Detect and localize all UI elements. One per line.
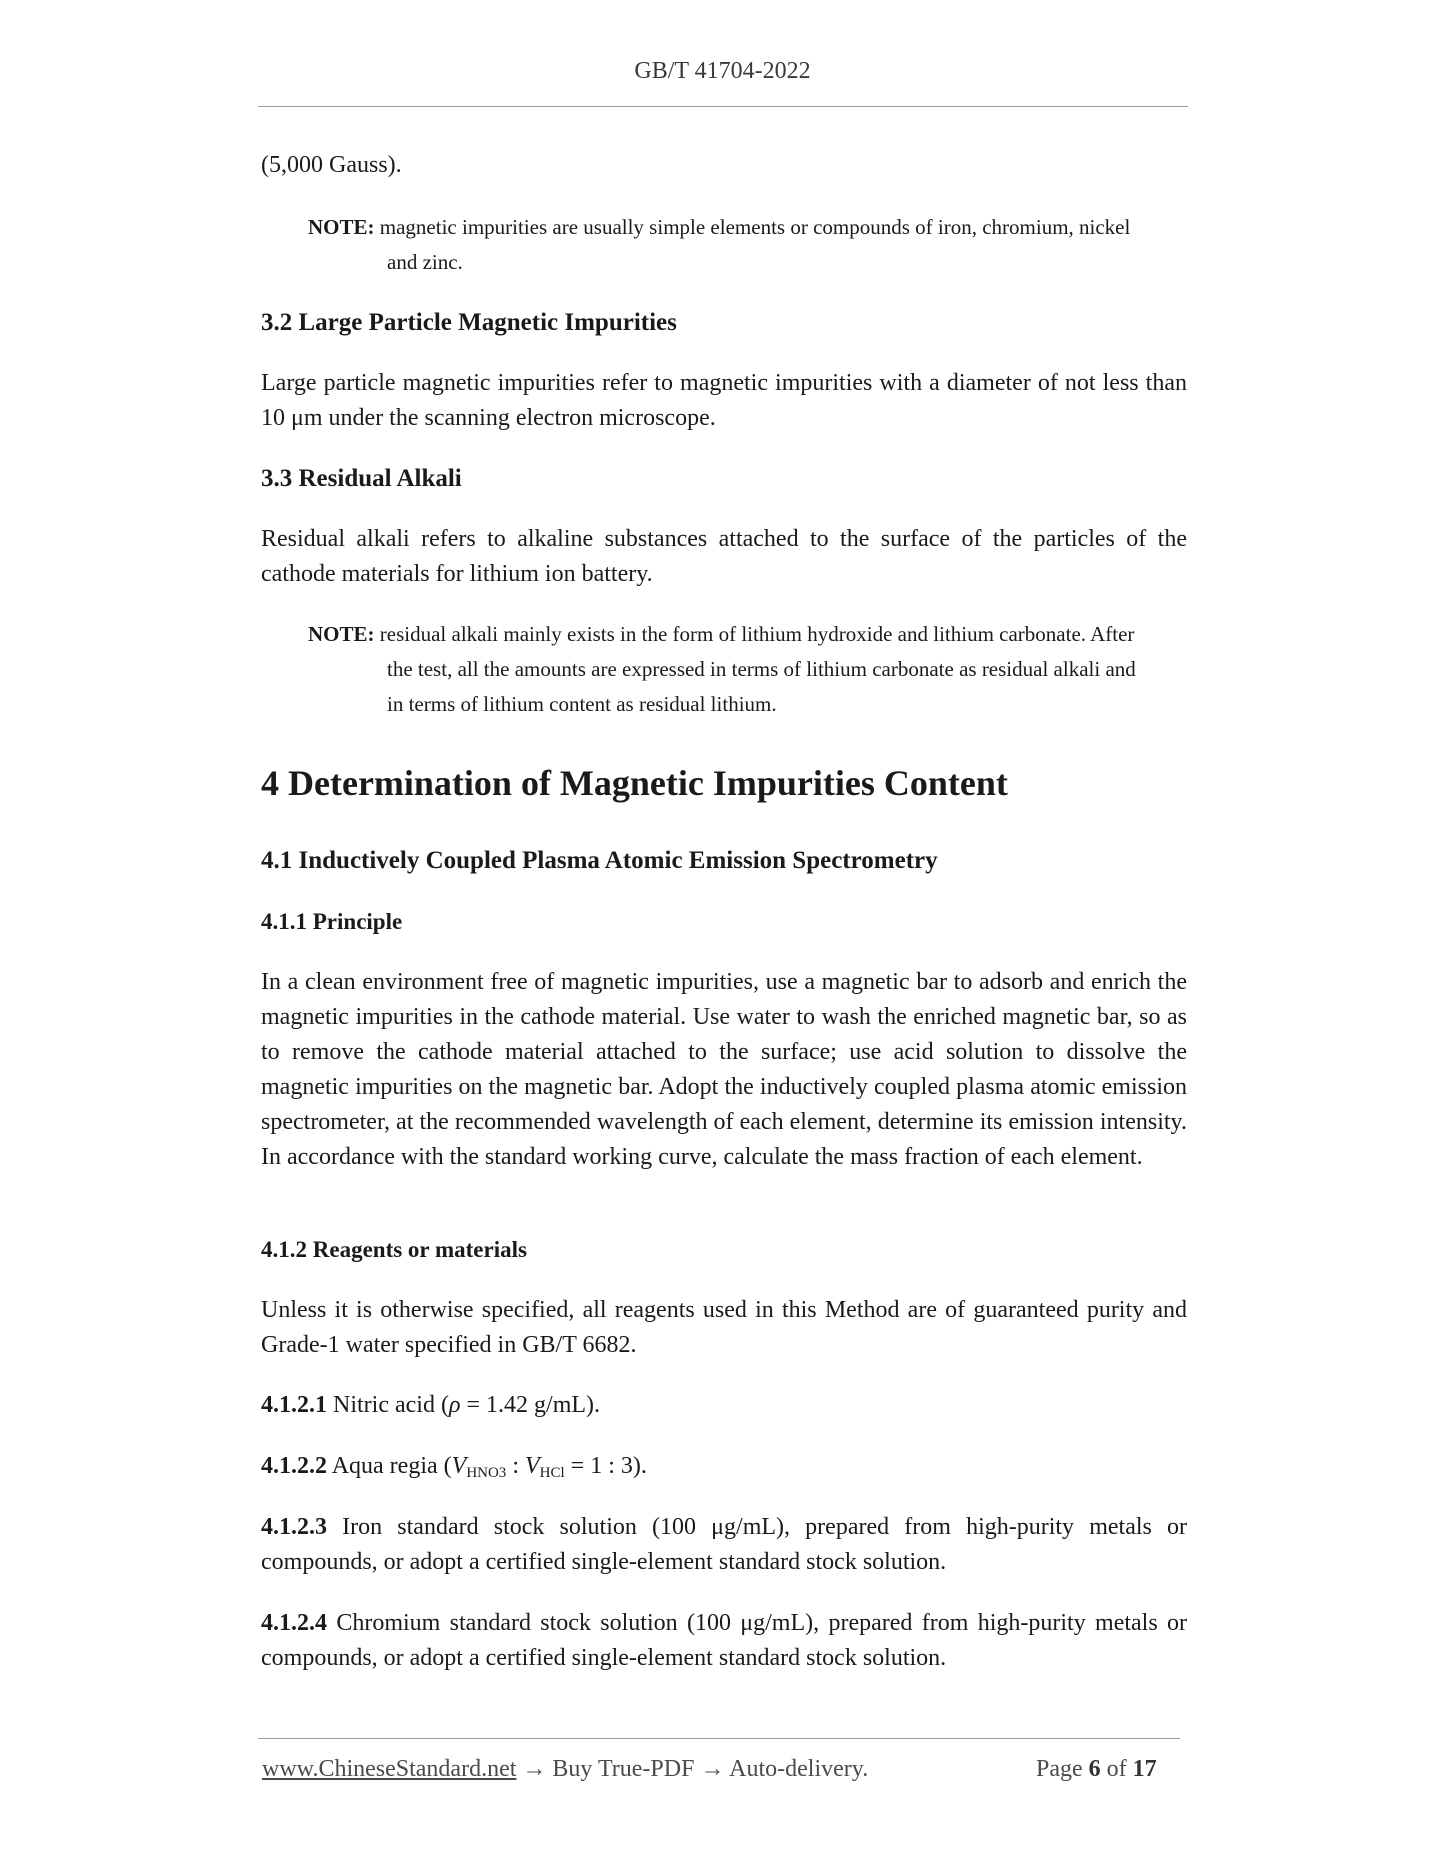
ratio-separator: : [506,1453,525,1479]
item-text: = 1.42 g/mL). [460,1392,601,1418]
page-word: Page [1036,1756,1083,1782]
footer-promo [262,1756,868,1783]
rho-symbol: ρ [448,1392,461,1418]
note-1-line-1: magnetic impurities are usually simple elements or compounds of iron, chromium, nickel [379,215,1131,239]
arrow-icon: → [694,1756,730,1782]
volume-symbol: V [524,1453,540,1479]
heading-3-2: 3.2 Large Particle Magnetic Impurities [261,309,677,336]
item-text: Iron standard stock solution (100 μg/mL), prepared from high-purity metals or compounds, or adopt a certified single-element standard stock solution. [261,1514,1187,1575]
page-header-title: GB/T 41704-2022 [634,58,811,84]
of-word: of [1106,1756,1127,1782]
item-number: 4.1.2.1 [261,1392,327,1418]
volume-symbol: V [451,1453,467,1479]
item-text: Nitric acid ( [333,1392,449,1418]
item-number: 4.1.2.2 [261,1453,327,1479]
body-3-2: Large particle magnetic impurities refer to magnetic impurities with a diameter of not less than 10 μm under the scanning electron microscope. [261,370,1187,431]
note-2-line-3: in terms of lithium content as residual lithium. [387,692,777,716]
note-label: NOTE: [308,622,375,646]
heading-4-1-2: 4.1.2 Reagents or materials [261,1237,527,1262]
item-text: = 1 : 3). [564,1453,647,1479]
header-divider [258,106,1188,107]
body-4-1-1: In a clean environment free of magnetic impurities, use a magnetic bar to adsorb and enrich the magnetic impurities in the cathode material. Use water to wash the enriched magnetic bar, so as to remove the cathode material attached to the surface; use acid solution to dissolve the magnetic impurities on the magnetic bar. Adopt the inductively coupled plasma atomic emission spectrometer, at the recommended wavelength of each element, determine its emission intensity. In accordance with the standard working curve, calculate the mass fraction of each element. [261,969,1187,1170]
buy-text: Buy True-PDF [552,1756,695,1782]
subscript: HNO3 [466,1465,507,1481]
heading-4: 4 Determination of Magnetic Impurities Content [261,763,1008,803]
total-pages: 17 [1132,1756,1157,1782]
item-4-1-2-4 [261,1606,1187,1676]
subscript: HCl [539,1465,565,1481]
arrow-icon: → [516,1756,553,1782]
intro-text: (5,000 Gauss). [261,152,402,178]
item-4-1-2-2 [261,1449,1187,1491]
note-1-line-2: and zinc. [387,250,463,274]
heading-3-3: 3.3 Residual Alkali [261,465,462,492]
website-link[interactable]: www.ChineseStandard.net [262,1756,517,1782]
current-page: 6 [1088,1756,1101,1782]
item-4-1-2-1 [261,1388,1187,1423]
item-text: Aqua regia ( [331,1453,452,1479]
note-2-line-2: the test, all the amounts are expressed in terms of lithium carbonate as residual alkali and [387,657,1136,681]
item-number: 4.1.2.4 [261,1610,327,1636]
note-label: NOTE: [308,215,375,239]
heading-4-1: 4.1 Inductively Coupled Plasma Atomic Emission Spectrometry [261,847,938,874]
delivery-text: Auto-delivery. [729,1756,869,1782]
body-4-1-2: Unless it is otherwise specified, all reagents used in this Method are of guaranteed purity and Grade-1 water specified in GB/T 6682. [261,1297,1187,1358]
item-text: Chromium standard stock solution (100 μg/mL), prepared from high-purity metals or compounds, or adopt a certified single-element standard stock solution. [261,1610,1187,1671]
note-1 [308,210,1188,280]
note-2 [308,617,1188,722]
page-number [1036,1756,1157,1783]
item-number: 4.1.2.3 [261,1514,327,1540]
body-3-3: Residual alkali refers to alkaline substances attached to the surface of the particles of the cathode materials for lithium ion battery. [261,526,1187,587]
footer-divider [258,1738,1180,1739]
note-2-line-1: residual alkali mainly exists in the form of lithium hydroxide and lithium carbonate. After [379,622,1135,646]
heading-4-1-1: 4.1.1 Principle [261,909,403,934]
item-4-1-2-3 [261,1510,1187,1580]
